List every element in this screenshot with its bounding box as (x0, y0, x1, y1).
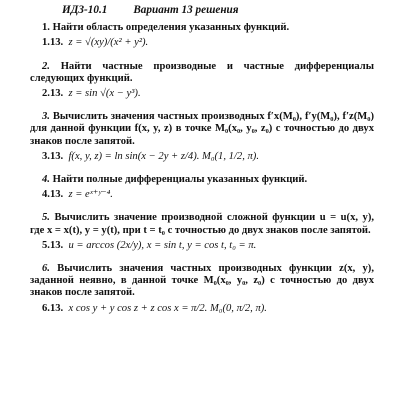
problem-6-13 (30, 303, 374, 315)
task-6 (30, 263, 374, 315)
task-2-statement (30, 61, 374, 85)
task-4-number: 4. (42, 174, 50, 186)
task-2-number: 2. (42, 60, 50, 72)
task-2-text: Найти частные производные и частные дифференциалы следующих функций. (30, 60, 374, 84)
problem-5-13-expression: u = arccos (2x/y), x = sin t, y = cos t, t₀ = π. (68, 239, 257, 251)
task-3-statement (30, 111, 374, 148)
task-1-number: 1. (42, 22, 50, 34)
task-5 (30, 212, 374, 252)
task-3-number: 3. (42, 111, 50, 123)
problem-4-13 (30, 189, 374, 201)
variant-title: Вариант 13 решения (133, 4, 239, 16)
task-3 (30, 111, 374, 163)
task-1 (30, 22, 374, 49)
problem-3-13-number: 3.13. (42, 150, 64, 162)
task-5-number: 5. (42, 212, 50, 224)
problem-4-13-expression: z = eˣ⁺ʸ⁻⁴. (68, 189, 113, 201)
problem-4-13-number: 4.13. (42, 189, 64, 201)
problem-1-13-expression: z = √(xy)/(x² + y²). (68, 37, 149, 49)
task-4-text: Найти полные дифференциалы указанных функций. (52, 174, 308, 186)
task-5-text: Вычислить значение производной сложной функции u = u(x, y), где x = x(t), y = y(t), при t = t₀ с точностью до двух знаков после запятой. (30, 212, 374, 236)
problem-2-13-number: 2.13. (42, 88, 64, 100)
document-header (30, 4, 374, 16)
task-6-text: Вычислить значения частных производных функции z(x, y), заданной неявно, в данной точке M₀(x₀, y₀, z₀) с точностью до двух знаков после запятой. (30, 263, 374, 299)
problem-6-13-number: 6.13. (42, 302, 64, 314)
task-3-text: Вычислить значения частных производных f′x(M₀), f′y(M₀), f′z(M₀) для данной функции f(x, y, z) в точке M₀(x₀, y₀, z₀) с точностью до двух знаков после запятой. (30, 111, 374, 147)
task-1-text: Найти область определения указанных функций. (52, 22, 290, 34)
task-4 (30, 174, 374, 201)
task-2 (30, 61, 374, 101)
problem-2-13-expression: z = sin √(x − y³). (68, 88, 141, 100)
assignment-title: ИДЗ-10.1 (62, 4, 108, 16)
task-6-statement (30, 263, 374, 300)
task-4-statement (30, 174, 374, 186)
problem-1-13 (30, 37, 374, 49)
problem-2-13 (30, 88, 374, 100)
problem-5-13 (30, 240, 374, 252)
problem-6-13-expression: x cos y + y cos z + z cos x = π/2. M₀(0, π/2, π). (68, 302, 267, 314)
problem-5-13-number: 5.13. (42, 239, 64, 251)
problem-3-13-expression: f(x, y, z) = ln sin(x − 2y + z/4). M₀(1, 1/2, π). (68, 150, 259, 162)
task-5-statement (30, 212, 374, 236)
problem-1-13-number: 1.13. (42, 37, 64, 49)
problem-3-13 (30, 151, 374, 163)
task-1-statement (30, 22, 374, 34)
task-6-number: 6. (42, 263, 50, 275)
